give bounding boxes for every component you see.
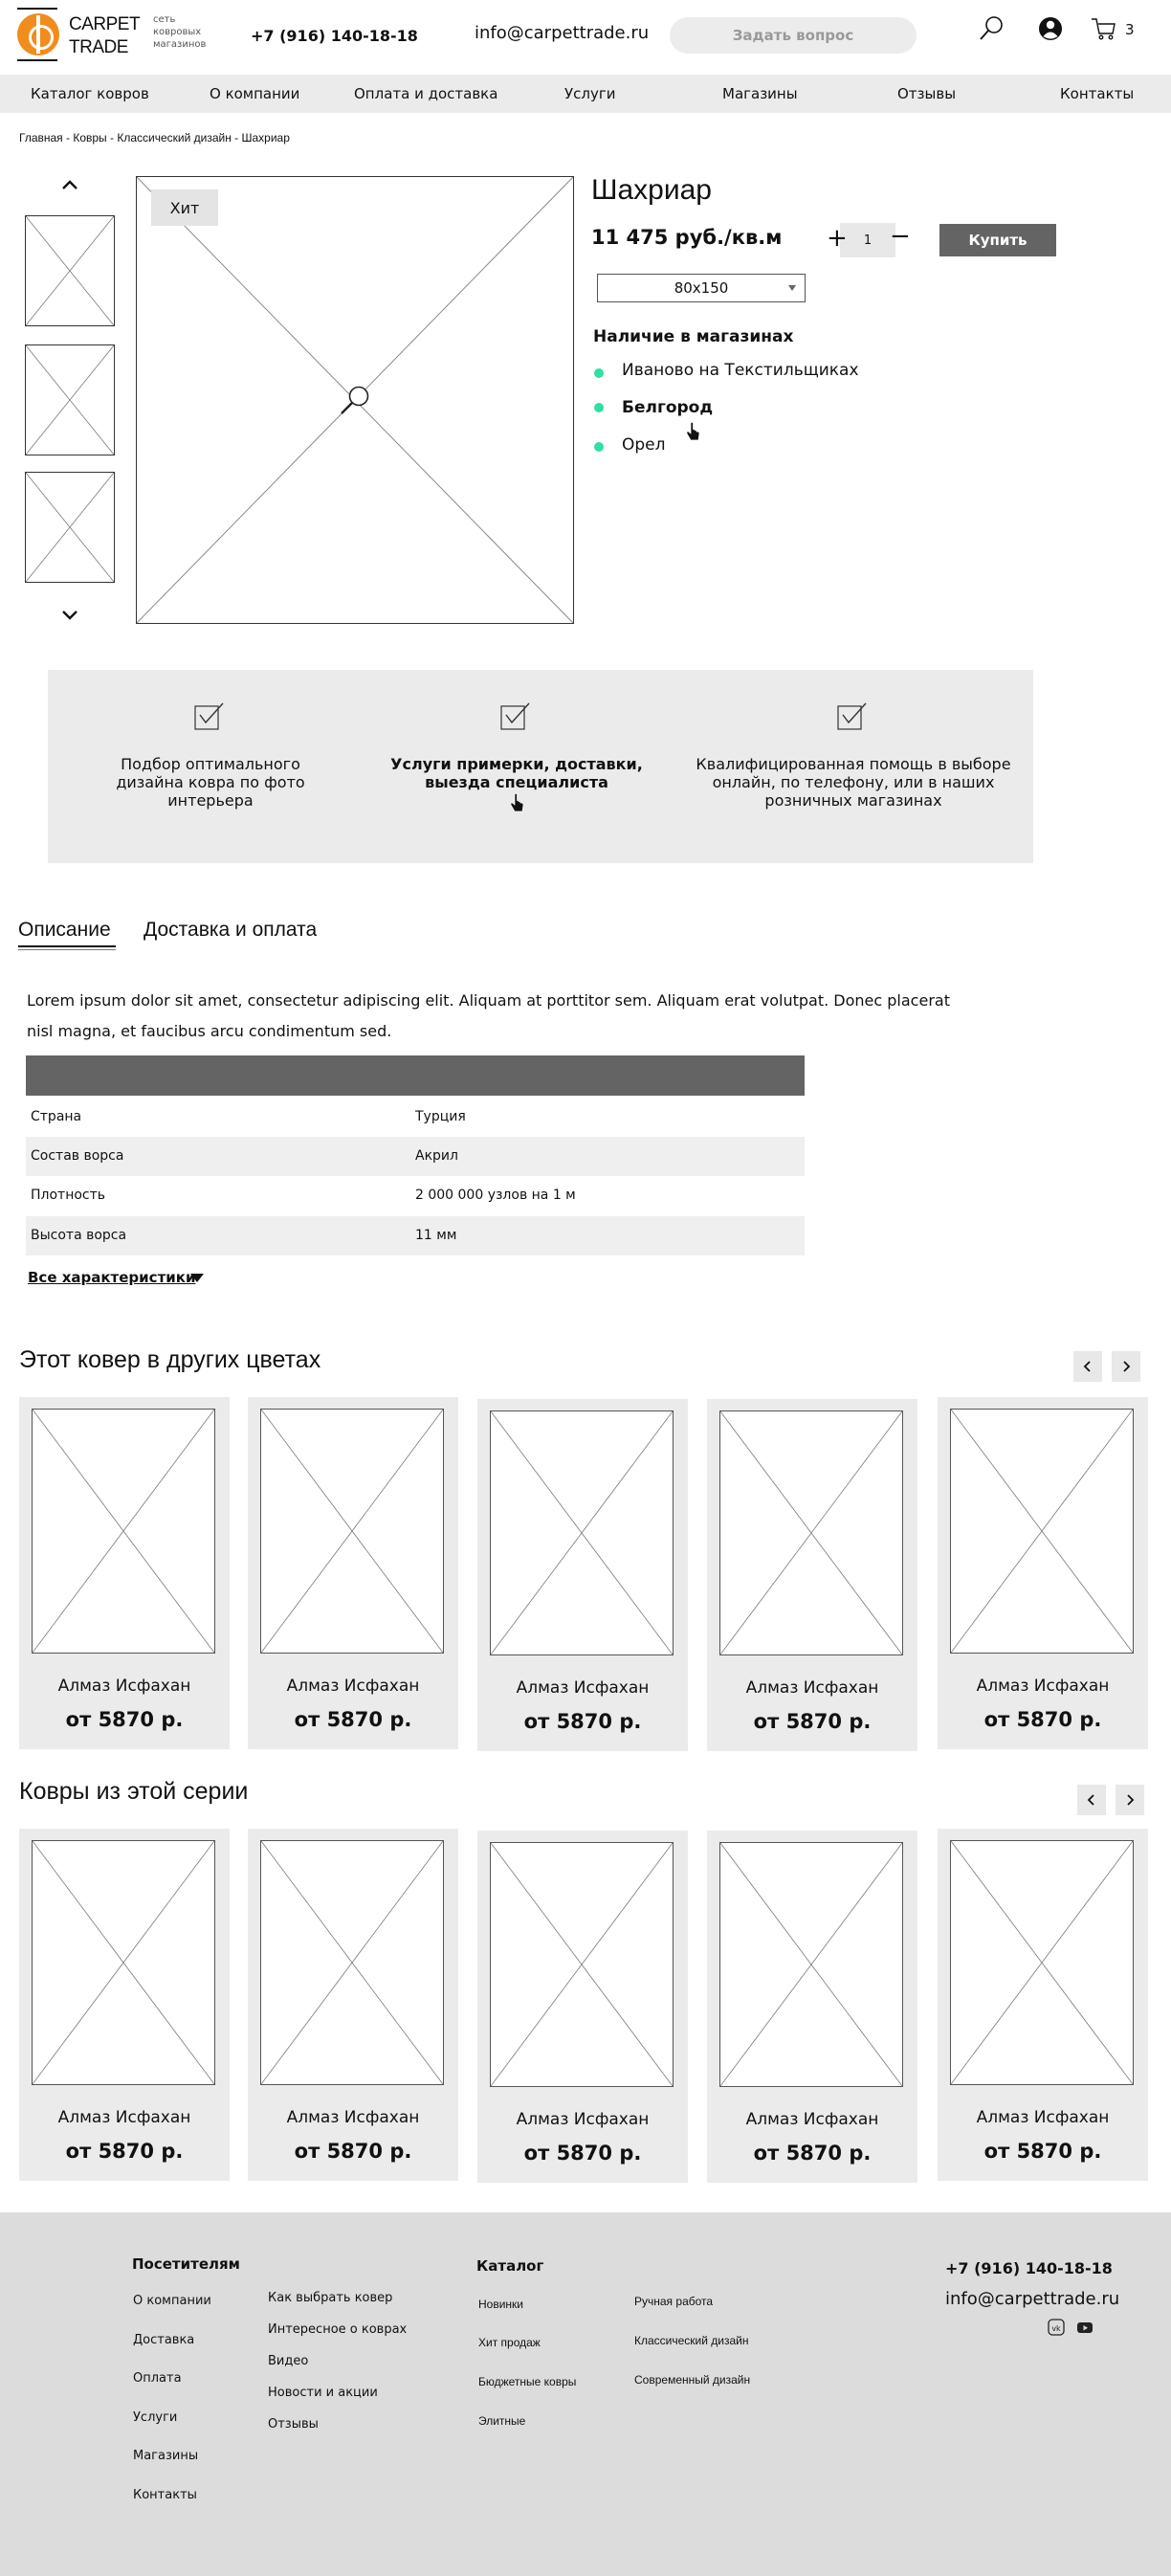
other-colors-title: Этот ковер в других цветах xyxy=(19,1346,321,1373)
checkbox-icon xyxy=(836,700,869,731)
thumbnail[interactable] xyxy=(25,344,115,455)
spec-key: Состав ворса xyxy=(31,1148,124,1164)
product-card[interactable] xyxy=(707,1399,917,1751)
header-email[interactable]: info@carpettrade.ru xyxy=(475,23,650,43)
spec-row xyxy=(26,1176,805,1215)
product-card-image[interactable] xyxy=(719,1842,903,2087)
product-card[interactable] xyxy=(707,1831,917,2183)
footer-link[interactable]: Новости и акции xyxy=(268,2386,378,2400)
product-card-price: от 5870 р. xyxy=(523,1710,642,1733)
feature-line: Услуги примерки, доставки, xyxy=(390,755,643,773)
logo-tag-line2: ковровых xyxy=(153,27,202,37)
footer-email[interactable]: info@carpettrade.ru xyxy=(945,2289,1120,2309)
feature-line: онлайн, по телефону, или в наших xyxy=(712,773,995,791)
spec-row xyxy=(26,1137,805,1176)
footer-visitors-title: Посетителям xyxy=(132,2255,240,2273)
spec-key: Высота ворса xyxy=(31,1228,127,1243)
logo-bottom-line xyxy=(17,59,57,61)
feature-line: интерьера xyxy=(167,791,254,810)
thumbs-up-chevron-icon[interactable] xyxy=(59,178,80,191)
product-card[interactable] xyxy=(477,1831,688,2183)
product-card-name[interactable]: Алмаз Исфахан xyxy=(57,1677,191,1696)
product-card[interactable] xyxy=(477,1399,688,1751)
chevron-left-icon xyxy=(1082,1360,1094,1373)
store-belgorod[interactable]: Белгород xyxy=(622,398,714,417)
footer-link[interactable]: Видео xyxy=(268,2354,309,2368)
product-card-image[interactable] xyxy=(32,1840,215,2085)
logo-name-line1: CARPET xyxy=(69,14,141,34)
footer-link[interactable]: О компании xyxy=(133,2294,211,2308)
product-card-image[interactable] xyxy=(950,1840,1134,2085)
all-specs-link[interactable]: Все характеристики xyxy=(28,1269,196,1286)
thumbnail[interactable] xyxy=(25,215,115,326)
product-card[interactable] xyxy=(19,1829,230,2181)
footer-link[interactable]: Оплата xyxy=(133,2371,182,2386)
product-card-image[interactable] xyxy=(490,1842,674,2087)
search-icon[interactable] xyxy=(976,13,1006,44)
store-ivanovo[interactable]: Иваново на Текстильщиках xyxy=(622,361,859,380)
product-card[interactable] xyxy=(938,1829,1148,2181)
footer-link[interactable]: Интересное о коврах xyxy=(268,2322,408,2337)
hand-cursor-icon xyxy=(509,792,526,815)
feature-fitting-services[interactable] xyxy=(354,755,679,791)
spec-key: Страна xyxy=(31,1109,82,1124)
nav-item-contacts[interactable]: Контакты xyxy=(1060,85,1135,102)
nav-item-payment-delivery[interactable]: Оплата и доставка xyxy=(354,85,498,102)
logo-name-line2: TRADE xyxy=(69,37,128,57)
nav-item-services[interactable]: Услуги xyxy=(564,85,616,102)
spec-row xyxy=(26,1098,805,1137)
cart-icon[interactable] xyxy=(1089,13,1119,44)
footer-link[interactable]: Контакты xyxy=(133,2488,197,2502)
footer-link[interactable]: Доставка xyxy=(133,2333,195,2347)
product-card-image[interactable] xyxy=(32,1409,215,1654)
product-card-price: от 5870 р. xyxy=(753,1710,872,1733)
product-card-name[interactable]: Алмаз Исфахан xyxy=(745,1678,879,1698)
description-line: Lorem ipsum dolor sit amet, consectetur adipiscing elit. Aliquam at porttitor sem. Aliquam erat volutpat. Donec placerat xyxy=(27,991,950,1010)
footer-link[interactable]: Новинки xyxy=(478,2298,523,2311)
store-status-dot xyxy=(594,403,604,412)
header-phone[interactable]: +7 (916) 140-18-18 xyxy=(251,27,418,45)
zoom-icon[interactable] xyxy=(339,383,373,417)
feature-line: Квалифицированная помощь в выборе xyxy=(696,755,1011,773)
footer-link[interactable]: Современный дизайн xyxy=(634,2373,751,2387)
footer-link[interactable]: Магазины xyxy=(133,2449,199,2463)
feature-qualified-help xyxy=(691,755,1016,810)
youtube-icon[interactable] xyxy=(1075,2318,1094,2337)
expand-triangle-icon[interactable] xyxy=(190,1274,204,1282)
product-card-name[interactable]: Алмаз Исфахан xyxy=(516,2110,650,2129)
cart-count[interactable]: 3 xyxy=(1125,21,1135,38)
footer-link[interactable]: Хит продаж xyxy=(478,2336,541,2349)
product-card-price: от 5870 р. xyxy=(294,1708,412,1731)
chevron-left-icon xyxy=(1086,1793,1097,1807)
active-tab-underline xyxy=(18,945,116,947)
description-line: nisl magna, et faucibus arcu condimentum sed. xyxy=(27,1022,392,1040)
image-placeholder-icon xyxy=(951,1410,1133,1653)
spec-value: 11 мм xyxy=(415,1228,457,1243)
product-card-name[interactable]: Алмаз Исфахан xyxy=(745,2110,879,2129)
colors-next-button[interactable] xyxy=(1112,1351,1140,1382)
series-prev-button[interactable] xyxy=(1077,1785,1106,1815)
footer-link[interactable]: Как выбрать ковер xyxy=(268,2291,393,2305)
image-placeholder-icon xyxy=(261,1841,443,2084)
availability-title: Наличие в магазинах xyxy=(593,327,794,346)
product-card-price: от 5870 р. xyxy=(294,2140,412,2163)
product-card-image[interactable] xyxy=(490,1410,674,1655)
quantity-minus-button[interactable]: − xyxy=(890,222,911,251)
product-description xyxy=(27,986,983,1047)
image-placeholder-icon xyxy=(33,1841,214,2084)
product-card-price: от 5870 р. xyxy=(65,2140,184,2163)
feature-line: Подбор оптимального xyxy=(121,755,300,773)
series-next-button[interactable] xyxy=(1116,1785,1144,1815)
dropdown-arrow-icon xyxy=(788,285,796,291)
store-orel[interactable]: Орел xyxy=(622,435,666,455)
hand-cursor-icon xyxy=(685,421,702,444)
product-card-price: от 5870 р. xyxy=(523,2142,642,2165)
quantity-input[interactable]: 1 xyxy=(840,223,895,257)
spec-row xyxy=(26,1216,805,1255)
vk-icon[interactable] xyxy=(1047,2318,1066,2337)
feature-line: розничных магазинах xyxy=(764,791,942,810)
product-card-price: от 5870 р. xyxy=(983,2140,1102,2163)
specs-table-header xyxy=(26,1055,805,1096)
chevron-right-icon xyxy=(1124,1793,1136,1807)
footer-link[interactable]: Бюджетные ковры xyxy=(478,2375,577,2388)
size-select-value: 80x150 xyxy=(674,279,729,297)
image-placeholder-icon xyxy=(261,1410,443,1653)
breadcrumb[interactable]: Главная - Ковры - Классический дизайн - Шахриар xyxy=(19,131,290,144)
image-placeholder-icon xyxy=(26,473,114,582)
colors-prev-button[interactable] xyxy=(1073,1351,1102,1382)
product-card-image[interactable] xyxy=(950,1409,1134,1654)
chevron-right-icon xyxy=(1120,1360,1132,1373)
product-card-price: от 5870 р. xyxy=(65,1708,184,1731)
product-price: 11 475 руб./кв.м xyxy=(591,226,783,249)
spec-value: Турция xyxy=(415,1109,466,1124)
product-card-name[interactable]: Алмаз Исфахан xyxy=(516,1678,650,1698)
spec-value: 2 000 000 узлов на 1 м xyxy=(415,1188,576,1203)
product-card[interactable] xyxy=(248,1829,458,2181)
logo-tagline xyxy=(153,13,206,51)
image-placeholder-icon xyxy=(26,345,114,455)
image-placeholder-icon xyxy=(951,1841,1133,2084)
image-placeholder-icon xyxy=(491,1411,673,1654)
product-card-price: от 5870 р. xyxy=(983,1708,1102,1731)
nav-item-reviews[interactable]: Отзывы xyxy=(897,85,957,102)
footer-phone[interactable]: +7 (916) 140-18-18 xyxy=(945,2259,1113,2277)
hit-badge: Хит xyxy=(151,189,218,226)
product-card-image[interactable] xyxy=(260,1409,444,1654)
logo-top-line xyxy=(17,8,57,10)
svg-text:vk: vk xyxy=(1051,2324,1061,2333)
logo-name[interactable] xyxy=(69,13,140,59)
product-card[interactable] xyxy=(248,1397,458,1749)
tab-description[interactable]: Описание xyxy=(18,919,111,941)
product-card-image[interactable] xyxy=(719,1410,903,1655)
footer-link[interactable]: Элитные xyxy=(478,2414,526,2428)
image-placeholder-icon xyxy=(33,1410,214,1653)
feature-line: выезда специалиста xyxy=(425,773,608,791)
quantity-plus-button[interactable]: + xyxy=(827,224,848,253)
footer-link[interactable]: Классический дизайн xyxy=(634,2334,749,2347)
product-card[interactable] xyxy=(938,1397,1148,1749)
active-tab-underline-shadow xyxy=(18,949,116,950)
product-card-name[interactable]: Алмаз Исфахан xyxy=(286,1677,420,1696)
product-card[interactable] xyxy=(19,1397,230,1749)
footer-link[interactable]: Ручная работа xyxy=(634,2295,714,2308)
image-placeholder-icon xyxy=(720,1843,902,2086)
logo-tag-line3: магазинов xyxy=(153,39,207,50)
product-card-name[interactable]: Алмаз Исфахан xyxy=(286,2108,420,2127)
spec-value: Акрил xyxy=(415,1148,458,1164)
buy-button[interactable]: Купить xyxy=(939,224,1056,256)
ask-question-button[interactable]: Задать вопрос xyxy=(670,17,917,54)
nav-item-stores[interactable]: Магазины xyxy=(722,85,798,102)
product-card-price: от 5870 р. xyxy=(753,2142,872,2165)
product-title: Шахриар xyxy=(591,174,712,206)
store-status-dot xyxy=(594,442,604,452)
series-title: Ковры из этой серии xyxy=(19,1778,249,1805)
feature-line: дизайна ковра по фото xyxy=(116,773,305,791)
product-card-name[interactable]: Алмаз Исфахан xyxy=(57,2108,191,2127)
product-card-name[interactable]: Алмаз Исфахан xyxy=(976,2108,1110,2127)
logo-tag-line1: сеть xyxy=(153,14,176,25)
feature-design-selection xyxy=(48,755,373,810)
tab-delivery-payment[interactable]: Доставка и оплата xyxy=(144,919,318,941)
size-select[interactable] xyxy=(597,274,806,302)
image-placeholder-icon xyxy=(720,1411,902,1654)
footer-catalog-title: Каталог xyxy=(476,2257,544,2275)
user-icon[interactable] xyxy=(1035,13,1066,44)
thumbs-down-chevron-icon[interactable] xyxy=(59,609,80,622)
image-placeholder-icon xyxy=(491,1843,673,2086)
spec-key: Плотность xyxy=(31,1188,106,1203)
nav-item-about[interactable]: О компании xyxy=(210,85,300,102)
footer-link[interactable]: Услуги xyxy=(133,2410,178,2425)
thumbnail[interactable] xyxy=(25,472,115,583)
image-placeholder-icon xyxy=(26,216,114,325)
store-status-dot xyxy=(594,368,604,378)
product-card-image[interactable] xyxy=(260,1840,444,2085)
footer-link[interactable]: Отзывы xyxy=(268,2417,319,2432)
nav-item-catalog[interactable]: Каталог ковров xyxy=(31,85,149,102)
logo-icon[interactable] xyxy=(17,13,59,56)
checkbox-icon xyxy=(193,700,226,731)
product-card-name[interactable]: Алмаз Исфахан xyxy=(976,1677,1110,1696)
checkbox-icon xyxy=(499,700,532,731)
